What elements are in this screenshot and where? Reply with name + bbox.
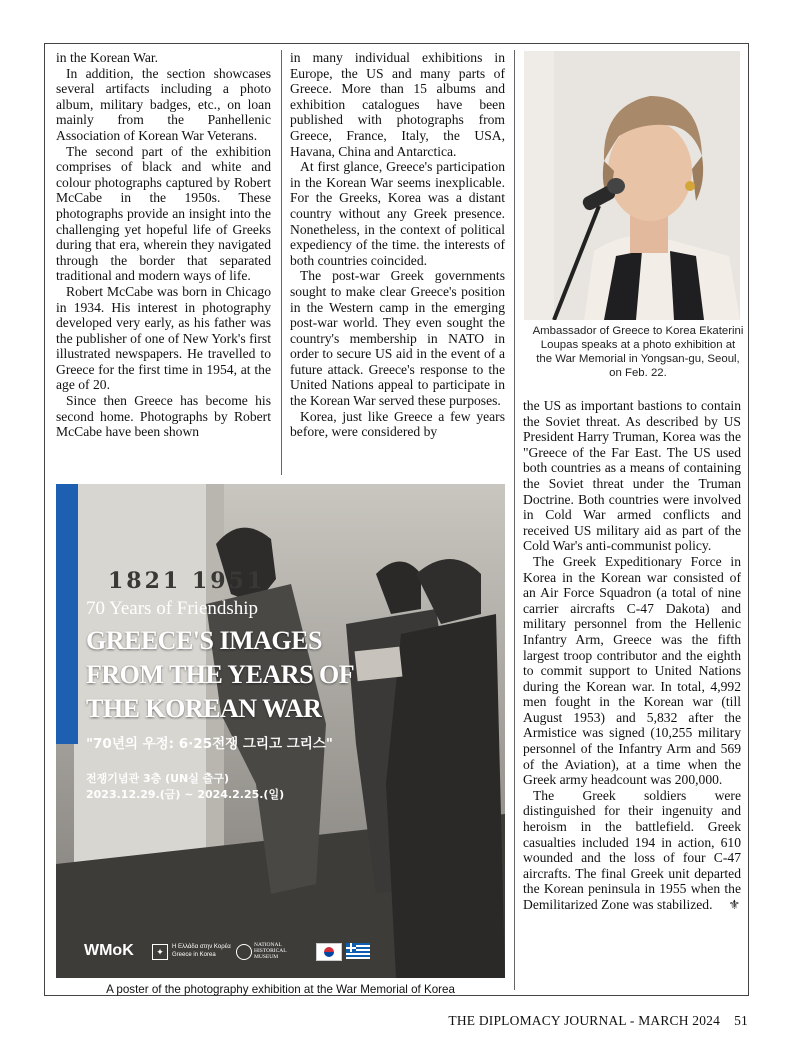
paragraph: Korea, just like Greece a few years before, were considered by (290, 408, 505, 440)
poster-korean-title: "70년의 우정: 6·25전쟁 그리고 그리스" (86, 736, 333, 752)
ambassador-photo (524, 51, 740, 320)
poster-title-line: GREECE'S IMAGES (86, 626, 322, 655)
column-divider (281, 50, 282, 475)
column-divider (514, 50, 515, 990)
paragraph: The post-war Greek governments sought to make clear Greece's position in the Western camp in the emerging post-war world. They even sought the country's membership in NATO in order to secure US aid in the event of a future attack. Greece's response to the United Nations appeal to participate in the Korean War served these purposes. (290, 268, 505, 409)
poster-photo (56, 484, 505, 978)
paragraph: At first glance, Greece's participation in the Korean War seems inexplicable. For the Greeks, Korea was a distant country without any Greek presence. Nonetheless, in the context of political expediency of the time. the interests of both countries coincided. (290, 159, 505, 268)
poster-accent-bar (56, 484, 78, 744)
poster-venue: 전쟁기념관 3층 (UN실 출구) (86, 772, 229, 785)
monument-inscription: 1821 1951 (108, 568, 266, 594)
paragraph: in many individual exhibitions in Europe, the US and many parts of Greece. More than 15 albums and exhibition catalogues have been published with photographs from Greece, France, Italy, the USA, Havana, China and Antarctica. (290, 50, 505, 159)
ambassador-illustration (524, 51, 740, 320)
paragraph (523, 788, 741, 913)
poster-subtitle: 70 Years of Friendship (86, 598, 259, 619)
poster-title-line: THE KOREAN WAR (86, 694, 322, 723)
page-footer (448, 1013, 748, 1029)
page-number: 51 (734, 1013, 748, 1028)
korea-flag-icon (316, 943, 342, 961)
journal-name: THE DIPLOMACY JOURNAL - MARCH 2024 (448, 1013, 721, 1028)
museum-logo-label: NATIONAL HISTORICAL MUSEUM (254, 942, 287, 960)
poster-title-line: FROM THE YEARS OF (86, 660, 355, 689)
wmok-logo: WMoK (84, 942, 134, 959)
article-column-3 (523, 398, 741, 913)
paragraph: The second part of the exhibition comprises of black and white and colour photographs captured by Robert McCabe in the 1950s. These photographs provide an insight into the challenging yet hopeful life of Greeks during that era, wherein they navigated through the border that separated traditional and modern ways of life. (56, 143, 271, 284)
article-column-1 (56, 50, 271, 440)
exhibition-poster (56, 484, 505, 978)
greece-in-korea-label: Η Ελλάδα στην Κορέα Greece in Korea (172, 944, 231, 958)
logo-bar (84, 942, 504, 964)
greece-in-korea-logo: ✦ (152, 944, 168, 960)
article-column-2 (290, 50, 505, 440)
poster-title (86, 624, 354, 726)
photo-caption: Ambassador of Greece to Korea Ekaterini Loupas speaks at a photo exhibition at the War Memorial in Yongsan-gu, Seoul, on Feb. 22. (532, 325, 744, 379)
paragraph: The Greek Expeditionary Force in Korea in the Korean war consisted of an Air Force Squadron (a total of nine carrier aircrafts C-47 Dakota) and military personnel from the Hellenic Infantry Arm, Greece was the fifth largest troop contributor and the eighth to commit support to United Nations during the Korean war. In total, 4,992 men fought in the Korean war (till August 1953) and 5,832 after the Armistice was signed (10,255 military personnel of the Infantry Arm and 569 of the Aviation), at a time when the Greek army headcount was 200,000. (523, 553, 741, 788)
museum-emblem-icon (236, 944, 252, 960)
poster-dates: 2023.12.29.(금) ~ 2024.2.25.(일) (86, 788, 285, 801)
paragraph: Robert McCabe was born in Chicago in 1934. His interest in photography developed very early, as his father was the publisher of one of New York's first illustrated newspapers. He travelled to Greece for the first time in 1954, at the age of 20. (56, 283, 271, 393)
greece-flag-icon (346, 943, 370, 959)
poster-caption: A poster of the photography exhibition at the War Memorial of Korea (106, 983, 455, 996)
paragraph: the US as important bastions to contain the Soviet threat. As described by US President Harry Truman, Korea was the "Greece of the Far East. The US used both countries as a means of containing the Soviet threat under the Truman Doctrine. Both countries were involved in Cold War armed conflicts and received US military aid as part of the Cold War's anti-communist policy. (523, 398, 741, 554)
paragraph: In addition, the section showcases several artifacts including a photo album, military badges, etc., on loan mainly from the Panhellenic Association of Korean War Veterans. (56, 65, 271, 143)
paragraph-text: The Greek soldiers were distinguished for their ingenuity and heroism in the battlefield. Greek casualties included 194 in action, 610 wounded and the loss of four C-47 aircrafts. The final Greek unit departed the Korean peninsula in 1955 when the Demilitarized Zone was stabilized. (523, 787, 741, 912)
end-mark-icon: ⚜ (728, 897, 741, 912)
paragraph: in the Korean War. (56, 50, 159, 65)
paragraph: Since then Greece has become his second home. Photographs by Robert McCabe have been shown (56, 393, 271, 440)
